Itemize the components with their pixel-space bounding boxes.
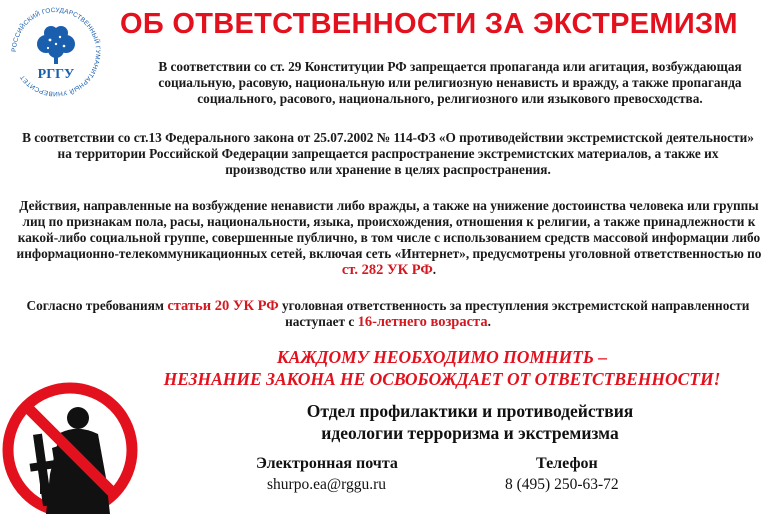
criminal-liability-paragraph	[14, 198, 764, 278]
page-title: ОБ ОТВЕТСТВЕННОСТИ ЗА ЭКСТРЕМИЗМ	[120, 8, 738, 40]
department-name	[200, 400, 740, 444]
phone-value: 8 (495) 250-63-72	[505, 476, 619, 493]
department-line-1: Отдел профилактики и противодействия	[306, 401, 634, 421]
age-liability-part2: уголовная ответственность за преступления экстремистской направленности наступает с	[282, 298, 750, 329]
logo-monogram: РГГУ	[37, 67, 75, 82]
phone-label: Телефон	[536, 455, 598, 472]
article-20-highlight: статьи 20 УК РФ	[167, 298, 279, 314]
paragraph3-end: .	[432, 262, 437, 277]
criminal-liability-text: Действия, направленные на возбуждение ненависти либо вражды, а также на унижение достоинства человека или группы лиц по признакам пола, расы, национальности, языка, происхождения, отношения к религии, а также принадлежности к какой-либо социальной группе, совершенные публично, в том числе с использованием средств массовой информации либо информационно-телекоммуникационных сетей, включая сеть «Интернет», предусмотрены уголовной ответственностью по	[16, 198, 762, 261]
prohibition-sign-icon	[2, 378, 142, 514]
article-282-highlight: ст. 282 УК РФ	[341, 262, 433, 278]
age-liability-paragraph	[18, 298, 758, 330]
age-16-highlight: 16-летнего возраста	[357, 314, 488, 330]
paragraph4-end: .	[487, 314, 491, 329]
warning-line-2: НЕЗНАНИЕ ЗАКОНА НЕ ОСВОБОЖДАЕТ ОТ ОТВЕТСТВЕННОСТИ!	[163, 369, 721, 389]
federal-law-paragraph: В соответствии со ст.13 Федерального закона от 25.07.2002 № 114-ФЗ «О противодействии экстремистской деятельности» на территории Российской Федерации запрещается распространение экстремистских материалов, а также их производство или хранение в целях распространения.	[22, 130, 754, 177]
email-label: Электронная почта	[256, 455, 398, 472]
email-value: shurpo.ea@rggu.ru	[267, 476, 387, 493]
warning-notice	[112, 346, 772, 390]
logo-arc-text: РОССИЙСКИЙ ГОСУДАРСТВЕННЫЙ ГУМАНИТАРНЫЙ УНИВЕРСИТЕТ	[10, 6, 102, 98]
warning-line-1: КАЖДОМУ НЕОБХОДИМО ПОМНИТЬ –	[276, 347, 608, 367]
department-line-2: идеологии терроризма и экстремизма	[321, 423, 619, 443]
university-logo	[8, 4, 104, 100]
age-liability-part1: Согласно требованиям	[26, 298, 164, 313]
constitution-paragraph: В соответствии со ст. 29 Конституции РФ запрещается пропаганда или агитация, возбуждающая социальную, расовую, национальную или религиозную ненависть и вражду, а также пропаганда социального, расового, национального, религиозного или языкового превосходства.	[158, 59, 742, 106]
